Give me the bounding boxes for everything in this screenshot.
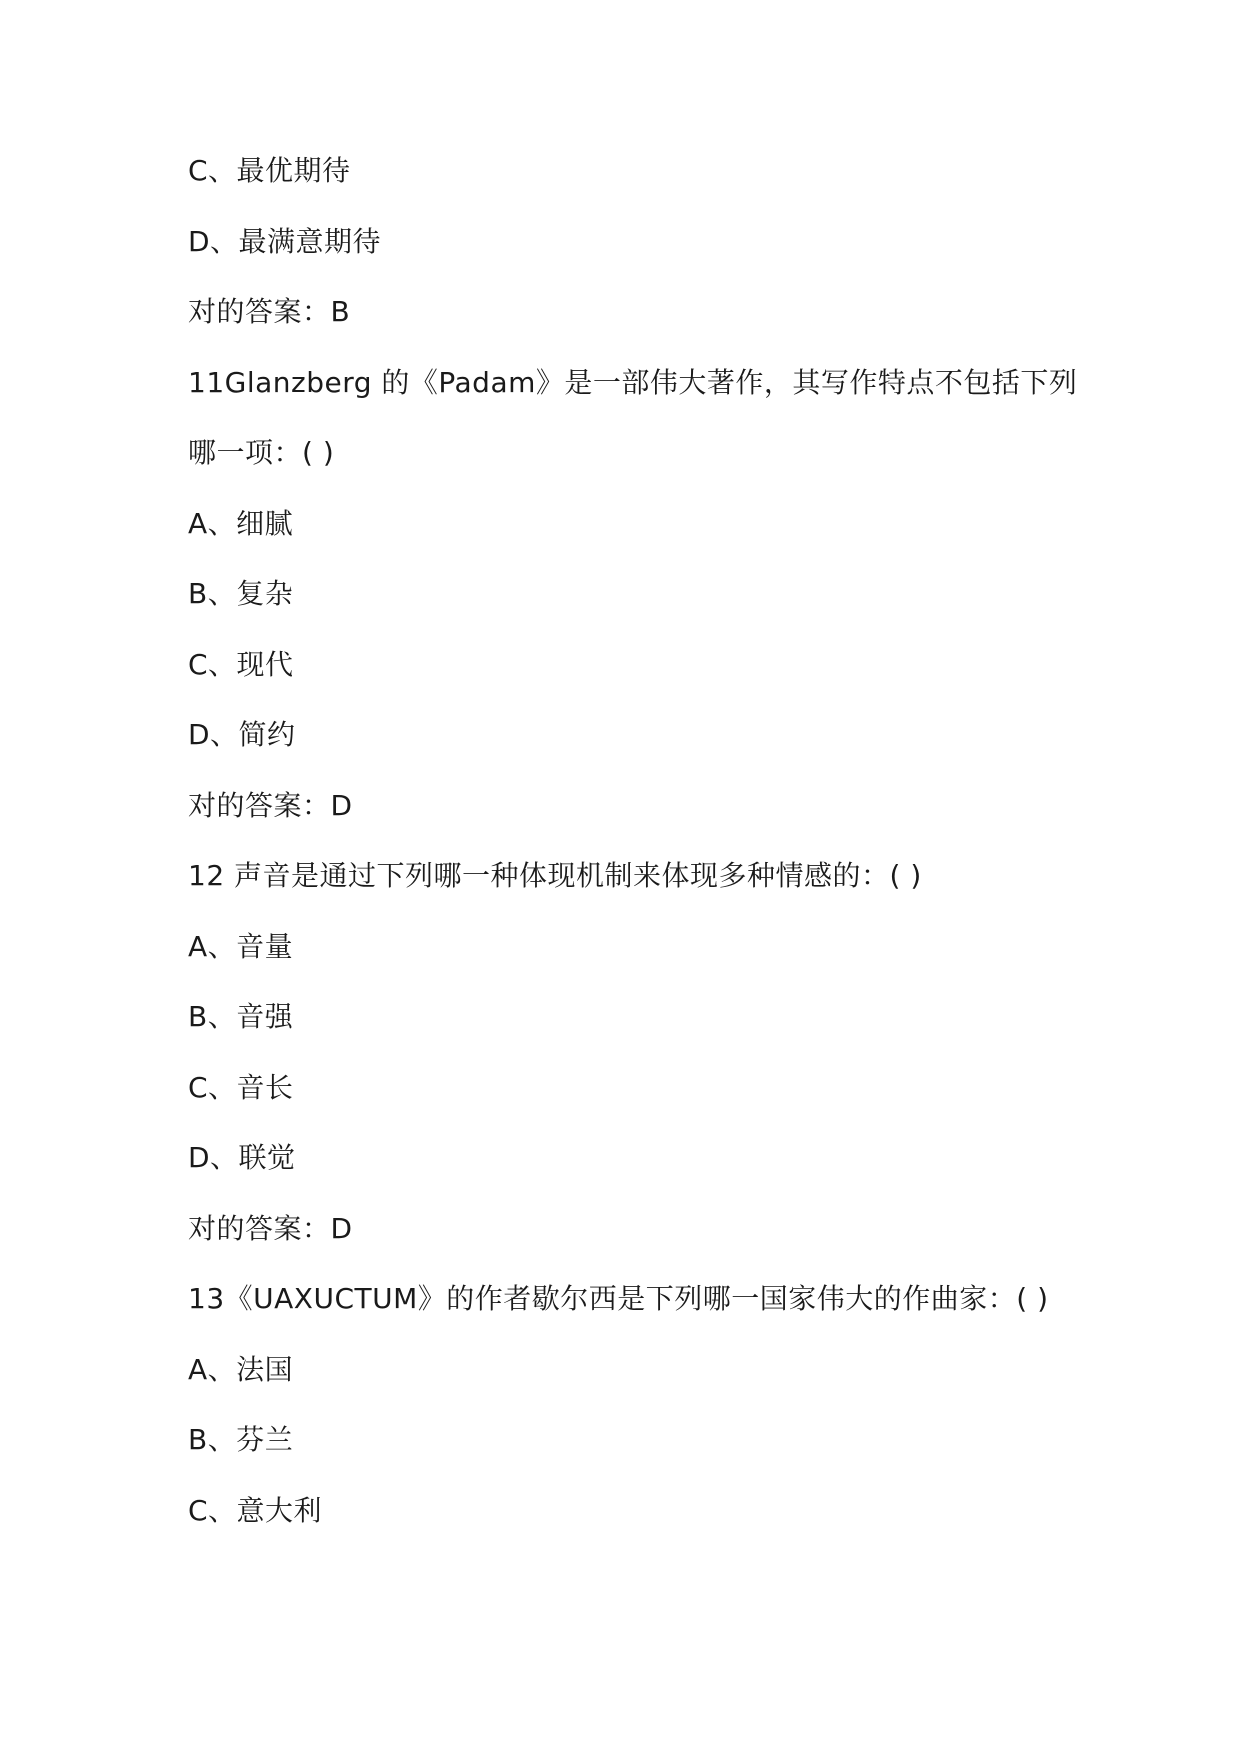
option-c-q12: C、音长 <box>188 1070 294 1104</box>
option-b-q11: B、复杂 <box>188 577 294 610</box>
option-c-q10: C、最优期待 <box>188 154 351 187</box>
document-content <box>188 151 1088 1561</box>
option-a-q11: A、细腻 <box>188 506 294 540</box>
answer-q11: 对的答案：D <box>188 788 353 822</box>
option-d-q10: D、最满意期待 <box>188 224 382 258</box>
option-c-q13: C、意大利 <box>188 1493 323 1527</box>
question-12: 12 声音是通过下列哪一种体现机制来体现多种情感的：( ) <box>188 859 922 892</box>
question-11-line-1: 11Glanzberg 的《Padam》是一部伟大著作，其写作特点不包括下列 <box>188 365 1078 399</box>
option-a-q12: A、音量 <box>188 929 294 963</box>
answer-q10: 对的答案：B <box>188 295 351 328</box>
question-13: 13《UAXUCTUM》的作者歇尔西是下列哪一国家伟大的作曲家：( ) <box>188 1282 1049 1315</box>
option-b-q12: B、音强 <box>188 1000 294 1033</box>
option-d-q11: D、简约 <box>188 718 296 751</box>
question-11-line-2: 哪一项：( ) <box>188 436 335 469</box>
option-c-q11: C、现代 <box>188 647 294 681</box>
option-b-q13: B、芬兰 <box>188 1423 294 1456</box>
option-a-q13: A、法国 <box>188 1352 294 1386</box>
answer-q12: 对的答案：D <box>188 1211 353 1245</box>
option-d-q12: D、联觉 <box>188 1141 296 1174</box>
